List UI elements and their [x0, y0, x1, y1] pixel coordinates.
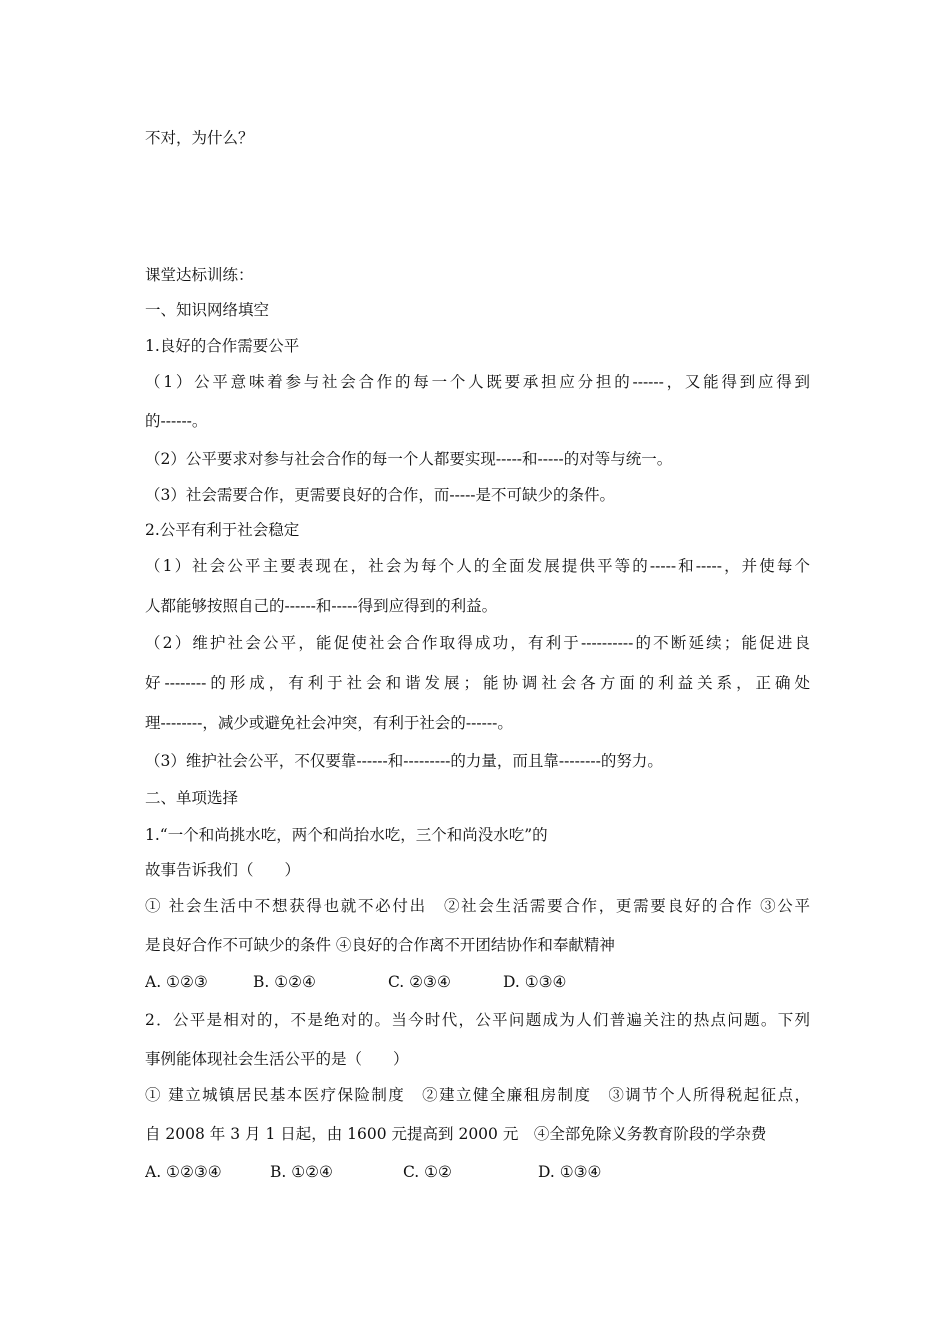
q2-option-c: C. ①②	[403, 1163, 452, 1181]
sub1-item2: （2）公平要求对参与社会合作的每一个人都要实现-----和-----的对等与统一。	[145, 450, 673, 468]
section1-sub2-title: 2.公平有利于社会稳定	[145, 521, 300, 539]
sub1-item3: （3）社会需要合作，更需要良好的合作，而-----是不可缺少的条件。	[145, 486, 616, 504]
exercise-title: 课堂达标训练：	[145, 266, 254, 284]
q1-option-d: D. ①③④	[503, 973, 567, 991]
q2-option-a: A. ①②③④	[145, 1163, 222, 1181]
q2-options	[145, 1162, 810, 1182]
q1-option-b: B. ①②④	[253, 973, 316, 991]
q2-choices-line2: 自 2008 年 3 月 1 日起，由 1600 元提高到 2000 元 ④全部免除义务教育阶段的学杂费	[145, 1125, 767, 1143]
q2-stem-line1: 2．公平是相对的，不是绝对的。当今时代，公平问题成为人们普遍关注的热点问题。下列	[145, 1011, 810, 1029]
sub2-item2-line3: 理--------，减少或避免社会冲突，有利于社会的------。	[145, 714, 513, 732]
section2-heading: 二、单项选择	[145, 789, 239, 807]
q2-option-d: D. ①③④	[538, 1163, 602, 1181]
sub2-item2-line2: 好--------的形成，有利于社会和谐发展；能协调社会各方面的利益关系，正确处	[145, 674, 810, 692]
q1-option-a: A. ①②③	[145, 973, 208, 991]
q2-stem-line2: 事例能体现社会生活公平的是（ ）	[145, 1050, 409, 1068]
sub2-item2-line1: （2）维护社会公平，能促使社会合作取得成功，有利于----------的不断延续；能促进良	[145, 634, 810, 652]
sub1-item1-line1: （1）公平意味着参与社会合作的每一个人既要承担应分担的------，又能得到应得到	[145, 373, 810, 391]
q2-choices-line1: ① 建立城镇居民基本医疗保险制度 ②建立健全廉租房制度 ③调节个人所得税起征点，	[145, 1086, 810, 1104]
sub2-item3: （3）维护社会公平，不仅要靠------和---------的力量，而且靠--------的努力。	[145, 752, 663, 770]
section1-heading: 一、知识网络填空	[145, 301, 270, 319]
section1-sub1-title: 1.良好的合作需要公平	[145, 337, 300, 355]
q1-option-c: C. ②③④	[388, 973, 451, 991]
sub1-item1-line2: 的------。	[145, 412, 208, 430]
q1-choices-line1: ① 社会生活中不想获得也就不必付出 ②社会生活需要合作，更需要良好的合作 ③公平	[145, 897, 810, 915]
q1-choices-line2: 是良好合作不可缺少的条件 ④良好的合作离不开团结协作和奉献精神	[145, 936, 615, 954]
q1-stem-line2: 故事告诉我们（ ）	[145, 861, 301, 879]
q1-stem-line1: 1.“一个和尚挑水吃，两个和尚抬水吃，三个和尚没水吃”的	[145, 826, 548, 844]
q2-option-b: B. ①②④	[270, 1163, 333, 1181]
sub2-item1-line1: （1）社会公平主要表现在，社会为每个人的全面发展提供平等的-----和-----，并使每个	[145, 557, 810, 575]
top-question: 不对，为什么？	[145, 129, 254, 147]
q1-options	[145, 972, 810, 992]
sub2-item1-line2: 人都能够按照自己的------和-----得到应得到的利益。	[145, 597, 498, 615]
